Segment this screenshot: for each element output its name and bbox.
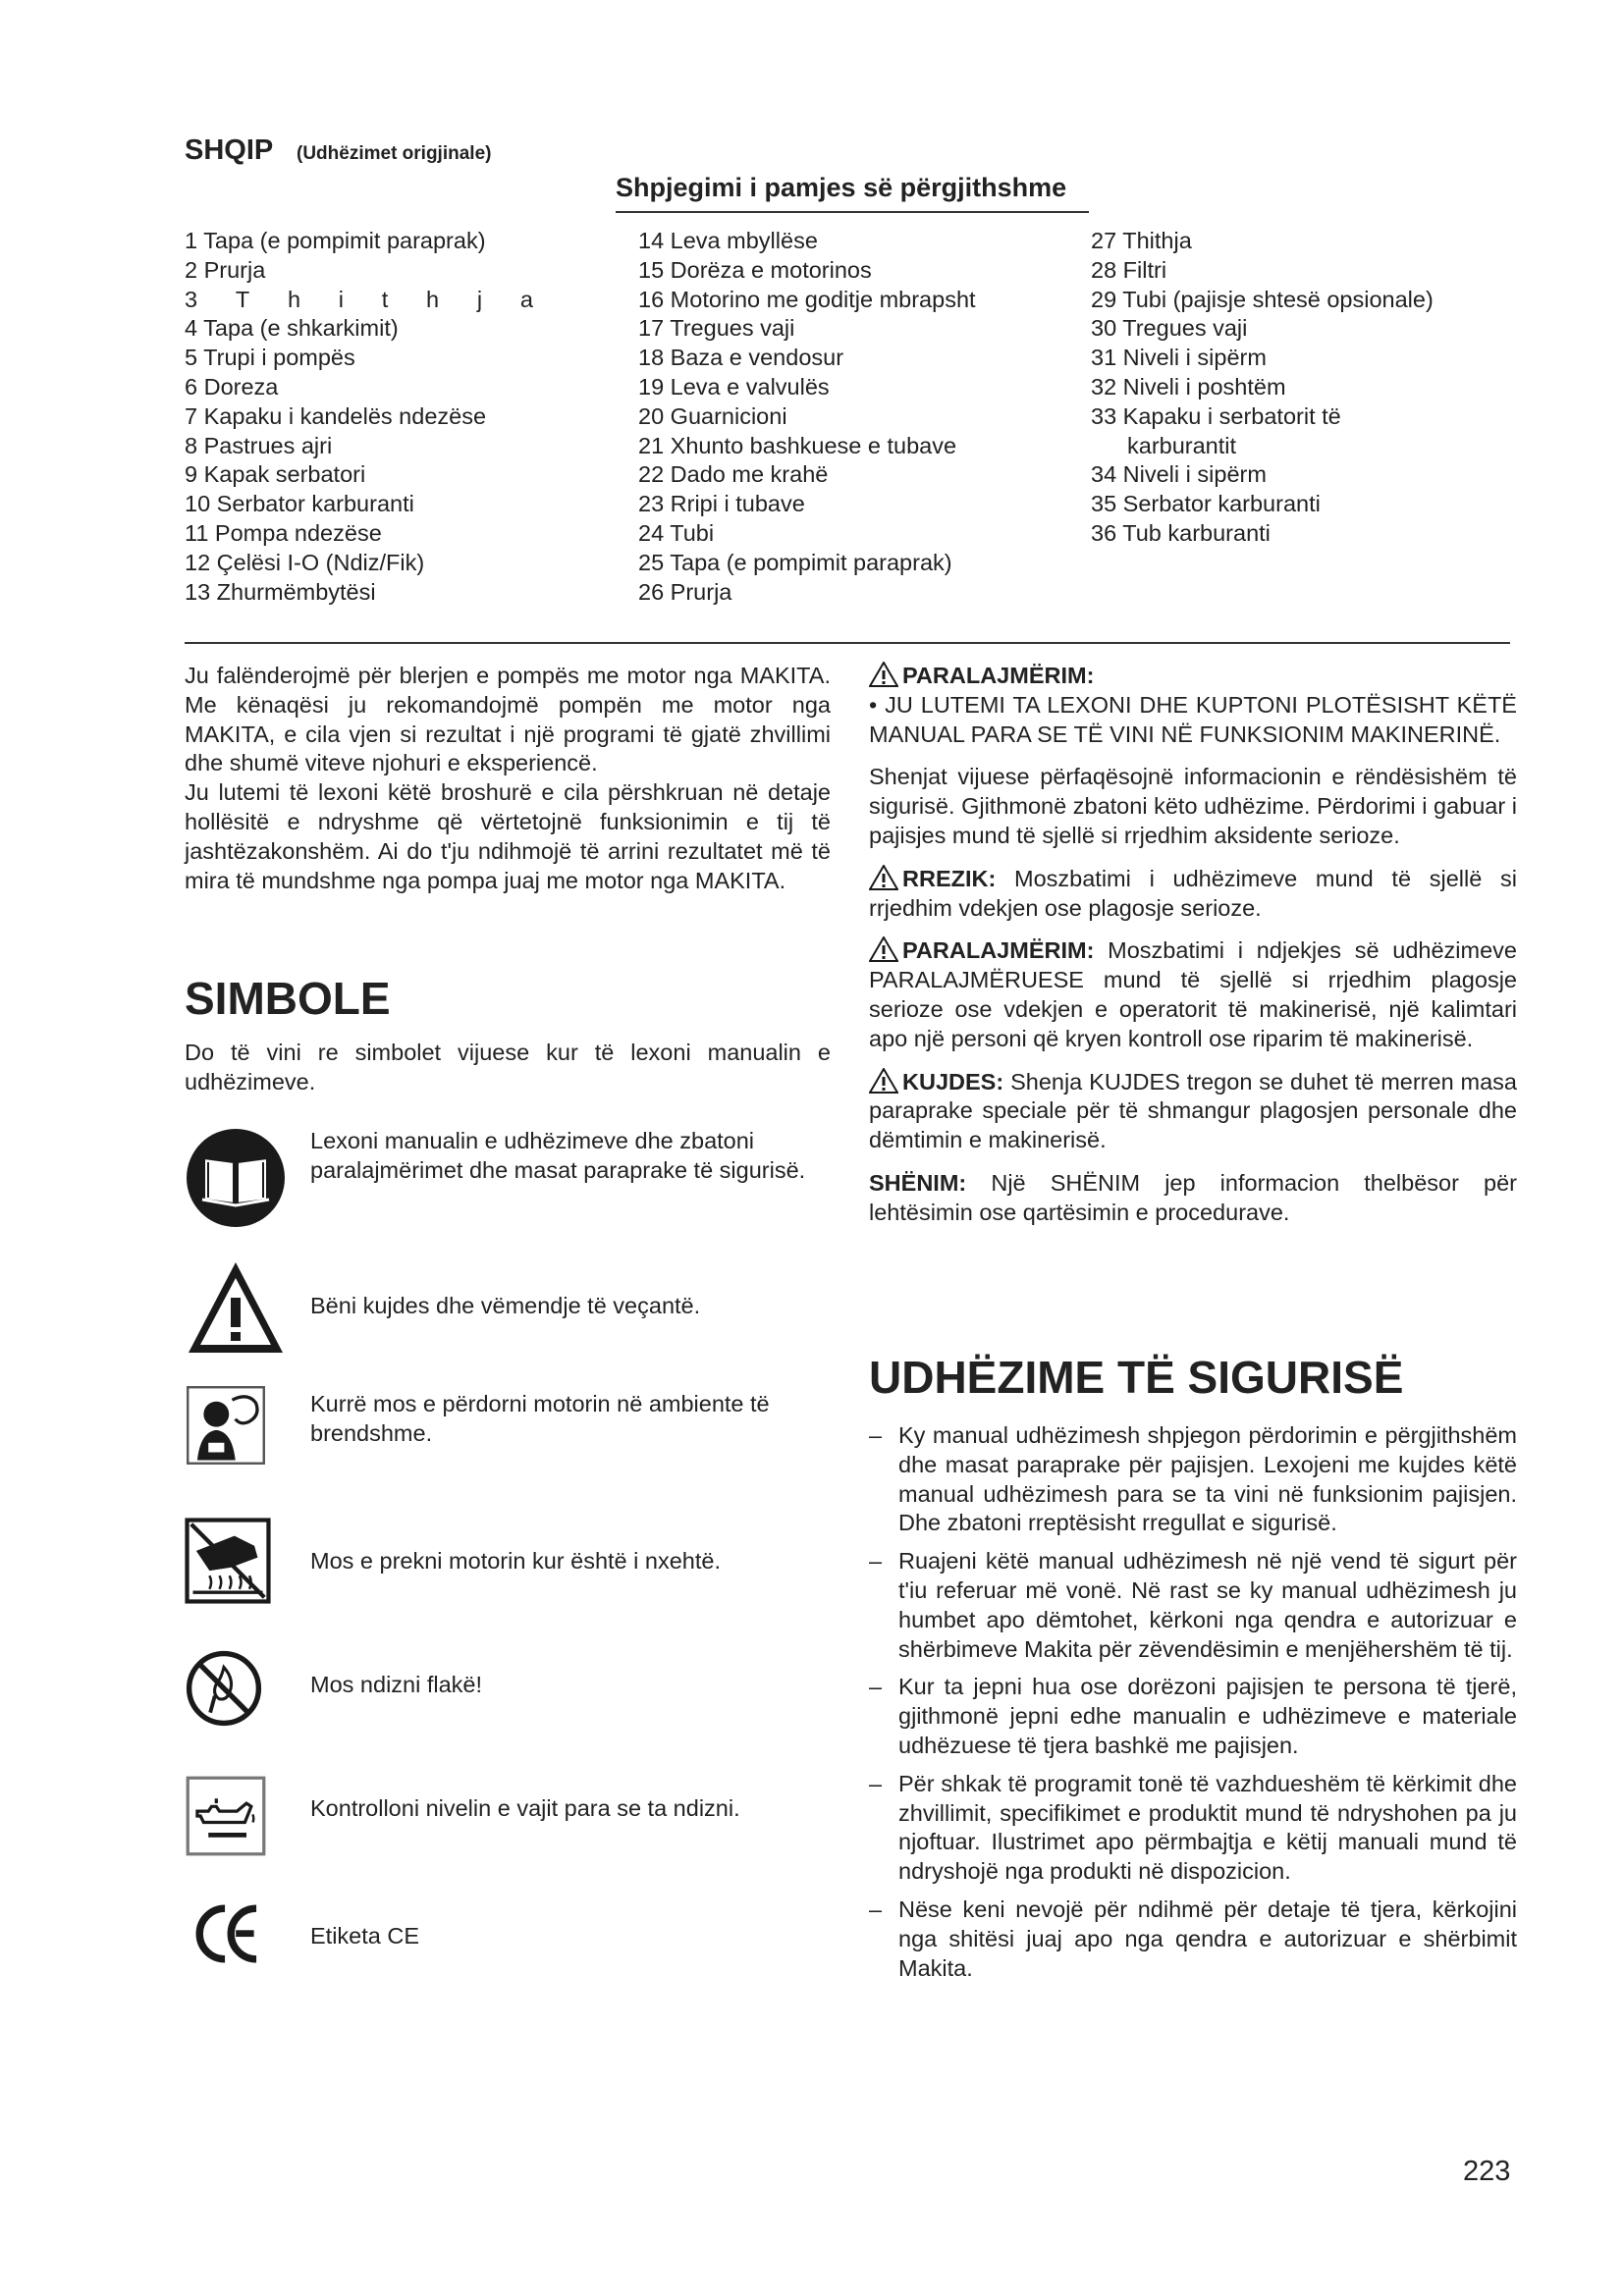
overview-item: 11 Pompa ndezëse <box>185 519 382 546</box>
overview-item: 34 Niveli i sipërm <box>1091 461 1267 488</box>
overview-item: 8 Pastrues ajri <box>185 432 333 458</box>
overview-item: 21 Xhunto bashkuese e tubave <box>638 432 957 458</box>
section-divider <box>185 642 1510 644</box>
overview-item: 25 Tapa (e pompimit paraprak) <box>638 549 952 575</box>
safety-list <box>869 1421 1517 1992</box>
symbol-text: Mos ndizni flakë! <box>310 1672 483 1697</box>
ce-mark-icon <box>185 1902 275 1965</box>
symbol-text: Mos e prekni motorin kur është i nxehtë. <box>310 1548 721 1574</box>
language-heading: SHQIP <box>185 134 274 166</box>
overview-item: 20 Guarnicioni <box>638 402 787 429</box>
no-flame-icon <box>185 1649 263 1728</box>
warning-triangle-icon <box>869 936 898 962</box>
overview-item: 2 Prurja <box>185 256 266 283</box>
overview-item: 27 Thithja <box>1091 228 1192 253</box>
symbol-text: Bëni kujdes dhe vëmendje të veçantë. <box>310 1293 701 1318</box>
overview-item: 29 Tubi (pajisje shtesë opsionale) <box>1091 286 1434 312</box>
overview-column-3 <box>1091 227 1503 549</box>
overview-item: 17 Tregues vaji <box>638 315 795 342</box>
overview-item: 9 Kapak serbatori <box>185 461 366 488</box>
list-item: – Për shkak të programit tonë të vazhdueshëm të kërkimit dhe zhvillimit, specifikimet e produktit mund të ndryshohen pa ju njoftuar. Ilustrimet apo përmbajtja e këtij manuali mund të ndryshojë nga produkti në dispozicion. <box>869 1770 1517 1885</box>
symbol-text: Kurrë mos e përdorni motorin në ambiente të brendshme. <box>310 1391 770 1446</box>
overview-item: 4 Tapa (e shkarkimit) <box>185 315 399 342</box>
overview-item: 16 Motorino me goditje mbrapsht <box>638 286 976 312</box>
overview-item: 36 Tub karburanti <box>1091 519 1271 546</box>
overview-item: 15 Dorëza e motorinos <box>638 256 872 283</box>
warning-heading: PARALAJMËRIM: <box>869 662 1517 691</box>
intro-paragraph-1: Ju falënderojmë për blerjen e pompës me motor nga MAKITA. Me kënaqësi ju rekomandojmë pompën me motor nga MAKITA, e cila vjen si rezultat i një programi të gjatë zhvillimi dhe shumë viteve njohuri e eksperiencë. <box>185 663 831 776</box>
hot-surface-icon <box>185 1516 271 1606</box>
oil-level-icon <box>185 1775 267 1857</box>
warning-paragraph: PARALAJMËRIM: Moszbatimi i ndjekjes së udhëzimeve PARALAJMËRUESE mund të sjellë si rrjedhim plagosje serioze ose vdekjen e operatorit të makinerisë, një kalimtari apo një personi që kryen kontroll ose riparim të makinerisë. <box>869 937 1517 1051</box>
overview-item-continued: karburantit <box>1127 432 1237 458</box>
overview-item: 30 Tregues vaji <box>1091 315 1248 342</box>
overview-item: 32 Niveli i poshtëm <box>1091 373 1286 400</box>
overview-item: 12 Çelësi I-O (Ndiz/Fik) <box>185 549 425 575</box>
note-paragraph: SHËNIM: Një SHËNIM jep informacion thelbësor për lehtësimin ose qartësimin e procedurave. <box>869 1169 1517 1225</box>
symbol-text: Lexoni manualin e udhëzimeve dhe zbatoni paralajmërimet dhe masat paraprake të sigurisë. <box>310 1128 806 1183</box>
overview-item: 26 Prurja <box>638 578 732 605</box>
overview-item: 18 Baza e vendosur <box>638 345 844 371</box>
list-item: – Kur ta jepni hua ose dorëzoni pajisjen te persona të tjerë, gjithmonë jepni edhe manualin e udhëzimeve e materiale udhëzuese të tjera bashkë me pajisjen. <box>869 1674 1517 1758</box>
warnings-block <box>869 662 1517 1228</box>
overview-column-2 <box>638 227 1051 607</box>
overview-column-1 <box>185 227 538 607</box>
list-item: – Nëse keni nevojë për ndihmë për detaje të tjera, kërkojini nga shitësi juaj apo nga qendra e autorizuar e shërbimit Makita. <box>869 1896 1517 1981</box>
safety-heading: UDHËZIME TË SIGURISË <box>869 1352 1404 1403</box>
overview-item: 22 Dado me krahë <box>638 461 829 488</box>
caution-paragraph: KUJDES: Shenja KUJDES tregon se duhet të merren masa paraprake speciale për të shmangur plagosjen personale dhe dëmtimin e makinerisë. <box>869 1068 1517 1153</box>
overview-item: 28 Filtri <box>1091 256 1167 283</box>
symbol-text: Etiketa CE <box>310 1923 420 1949</box>
overview-item: 13 Zhurmëmbytësi <box>185 578 376 605</box>
original-instructions-label: (Udhëzimet origjinale) <box>297 143 492 164</box>
overview-title-underline <box>616 211 1089 213</box>
symbols-heading: SIMBOLE <box>185 973 391 1024</box>
overview-title: Shpjegimi i pamjes së përgjithshme <box>616 173 1067 202</box>
danger-paragraph: RREZIK: Moszbatimi i udhëzimeve mund të sjellë si rrjedhim vdekjen ose plagosje serioze. <box>869 865 1517 921</box>
overview-item: 31 Niveli i sipërm <box>1091 345 1267 371</box>
signs-paragraph: Shenjat vijuese përfaqësojnë informacionin e rëndësishëm të sigurisë. Gjithmonë zbatoni këto udhëzime. Përdorimi i gabuar i pajisjes mund të sjellë si rrjedhim aksidente serioze. <box>869 764 1517 848</box>
overview-item: 19 Leva e valvulës <box>638 373 830 400</box>
overview-item: 35 Serbator karburanti <box>1091 491 1321 517</box>
page-number: 223 <box>1463 2156 1511 2187</box>
overview-item: 24 Tubi <box>638 519 715 546</box>
overview-item: 33 Kapaku i serbatorit të <box>1091 402 1341 429</box>
symbol-text: Kontrolloni nivelin e vajit para se ta ndizni. <box>310 1795 740 1821</box>
overview-item: 23 Rripi i tubave <box>638 491 805 517</box>
warning-triangle-icon <box>869 1068 898 1094</box>
overview-item: 10 Serbator karburanti <box>185 491 414 517</box>
no-indoor-use-icon <box>185 1382 267 1468</box>
overview-item: 6 Doreza <box>185 373 279 400</box>
list-item: – Ky manual udhëzimesh shpjegon përdorimin e përgjithshëm dhe masat paraprake për pajisjen. Lexojeni me kujdes këtë manual udhëzimesh para se ta vini në funksionim pajisjen. Dhe zbatoni rreptësisht rregullat e sigurisë. <box>869 1422 1517 1536</box>
intro-paragraph-2: Ju lutemi të lexoni këtë broshurë e cila përshkruan në detaje hollësitë e ndryshme që vërtetojnë funksionimin e tij të jashtëzakonshëm. Ai do t'ju ndihmojë të arrini rezultatet më të mira të mundshme nga pompa juaj me motor nga MAKITA. <box>185 779 831 893</box>
warning-triangle-icon <box>869 662 898 687</box>
warning-triangle-icon <box>185 1258 287 1361</box>
overview-item: 7 Kapaku i kandelës ndezëse <box>185 402 487 429</box>
overview-item: 14 Leva mbyllëse <box>638 228 818 253</box>
book-icon <box>185 1127 287 1229</box>
warning-read-manual: • JU LUTEMI TA LEXONI DHE KUPTONI PLOTËSISHT KËTË MANUAL PARA SE TË VINI NË FUNKSIONIM MAKINERINË. <box>869 691 1517 747</box>
overview-item-spaced: 3 T h i t h j a <box>185 286 533 312</box>
symbols-intro: Do të vini re simbolet vijuese kur të lexoni manualin e udhëzimeve. <box>185 1040 831 1095</box>
overview-item: 5 Trupi i pompës <box>185 345 355 371</box>
intro-block <box>185 662 831 895</box>
list-item: – Ruajeni këtë manual udhëzimesh në një vend të sigurt për t'iu referuar më vonë. Në rast se ky manual udhëzimesh ju humbet apo dëmtohet, kërkoni nga qendra e autorizuar e shërbimeve Makita për zëvendësimin e menjëhershëm të tij. <box>869 1548 1517 1662</box>
warning-triangle-icon <box>869 865 898 890</box>
overview-item: 1 Tapa (e pompimit paraprak) <box>185 228 486 253</box>
